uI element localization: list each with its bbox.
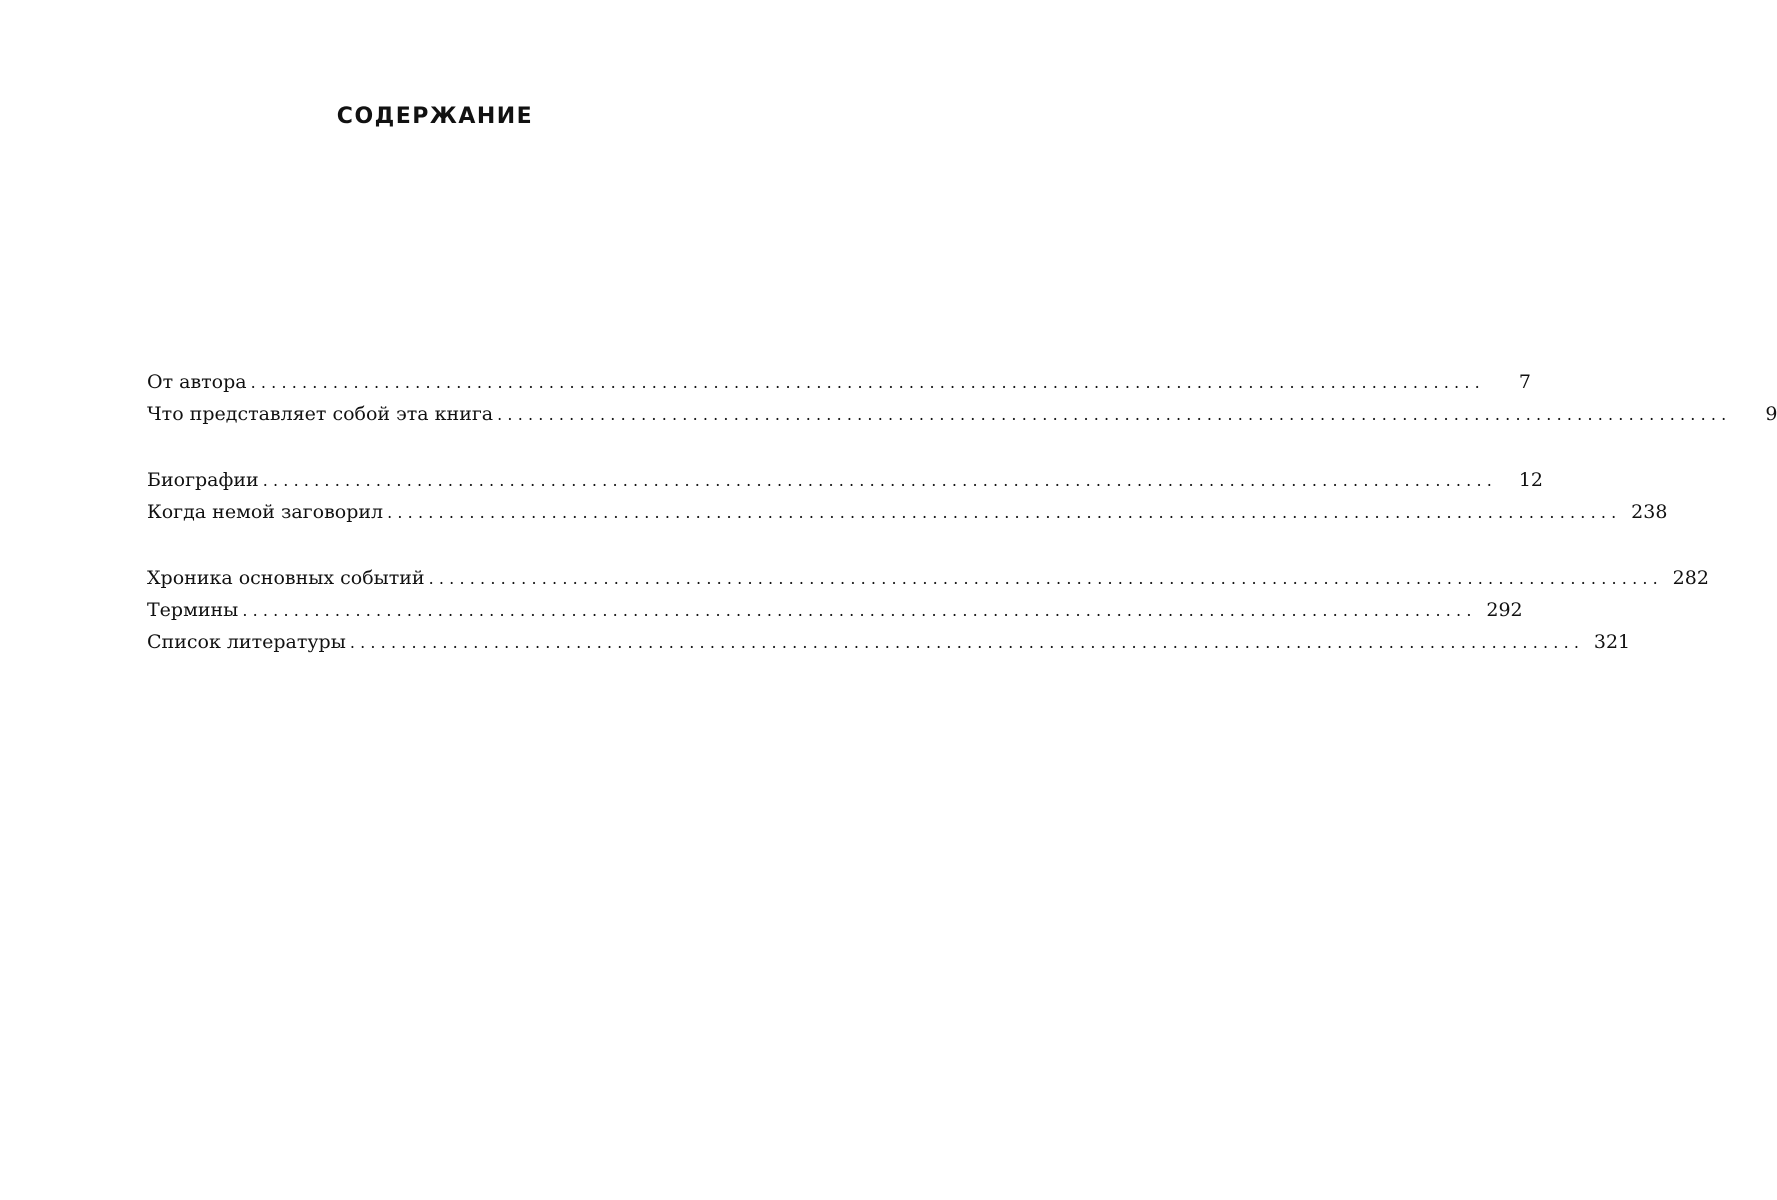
toc-entry[interactable] [147, 626, 1631, 658]
toc-entry-page: 9 [1765, 403, 1777, 425]
toc-entry-page: 7 [1518, 371, 1531, 393]
toc-group-intro [147, 366, 1777, 430]
dot-leader: ........................................................................................................................ [428, 569, 1663, 588]
toc-entry-label: От автора [147, 371, 247, 393]
toc-entry-page: 238 [1631, 501, 1668, 523]
toc-entry-label: Список литературы [147, 631, 346, 653]
table-of-contents [147, 366, 1777, 692]
page-title: СОДЕРЖАНИЕ [336, 104, 534, 129]
toc-entry[interactable] [147, 398, 1777, 430]
toc-entry-page: 282 [1672, 567, 1709, 589]
dot-leader: ........................................................................................................................ [497, 405, 1732, 424]
toc-entry-label: Термины [147, 599, 239, 621]
toc-entry[interactable] [147, 366, 1531, 398]
toc-entry-page: 321 [1593, 631, 1631, 653]
toc-entry-label: Биографии [147, 469, 259, 491]
dot-leader: ........................................................................................................................ [387, 503, 1622, 522]
toc-entry-label: Когда немой заговорил [147, 501, 384, 523]
toc-group-appendix [147, 562, 1709, 658]
toc-entry-page: 12 [1518, 469, 1544, 491]
dot-leader: ........................................................................................................................ [349, 633, 1585, 652]
toc-entry[interactable] [147, 594, 1523, 626]
toc-entry[interactable] [147, 464, 1544, 496]
dot-leader: ........................................................................................................................ [262, 471, 1498, 490]
toc-group-main [147, 464, 1668, 528]
dot-leader: ........................................................................................................................ [242, 601, 1477, 620]
toc-entry[interactable] [147, 562, 1709, 594]
toc-entry[interactable] [147, 496, 1668, 528]
toc-entry-label: Что представляет собой эта книга [147, 403, 494, 425]
toc-entry-page: 292 [1486, 599, 1523, 621]
toc-entry-label: Хроника основных событий [147, 567, 425, 589]
dot-leader: ........................................................................................................................ [250, 373, 1485, 392]
